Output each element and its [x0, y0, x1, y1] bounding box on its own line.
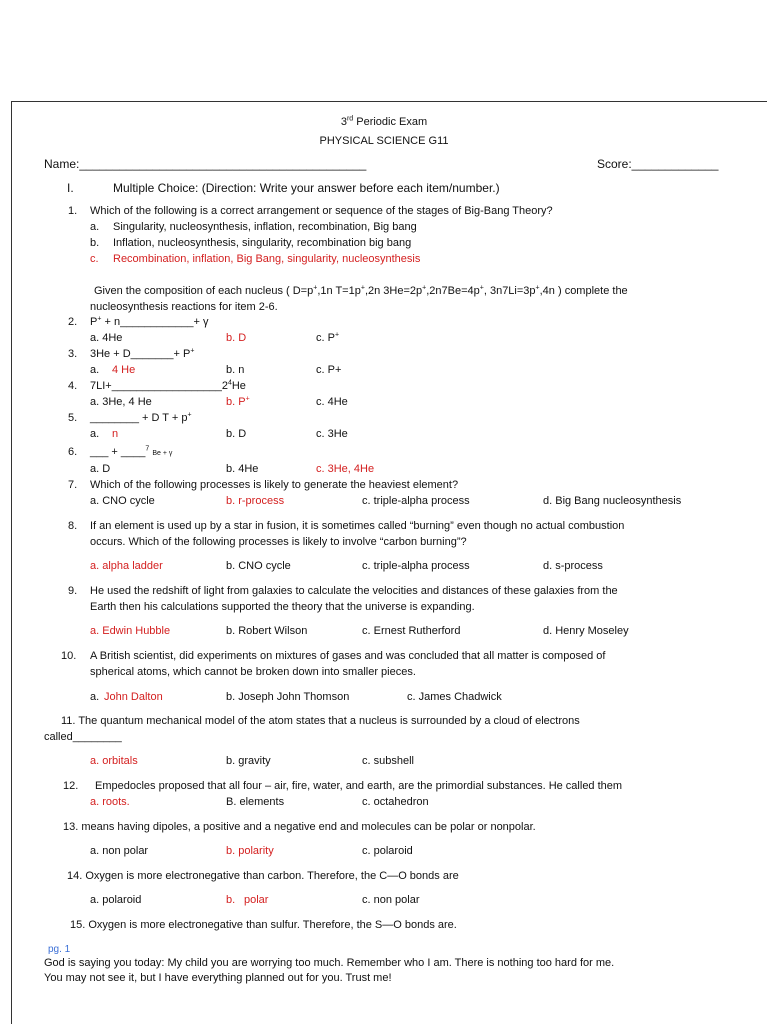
q10-line-1: A British scientist, did experiments on mixtures of gases and was concluded that all matter is composed of	[90, 650, 606, 662]
name-field[interactable]: Name:___________________________________________	[44, 157, 367, 171]
section-heading: Multiple Choice: (Direction: Write your answer before each item/number.)	[113, 181, 500, 195]
score-field[interactable]: Score:_____________	[597, 157, 719, 171]
q7-option-c: c. triple-alpha process	[362, 495, 470, 507]
footer-line-1: God is saying you today: My child you are worrying too much. Remember who I am. There is nothing too hard for me.	[44, 957, 615, 969]
q3-number: 3.	[68, 348, 78, 360]
q14-option-b: polar	[244, 894, 269, 906]
q12-number: 12.	[63, 780, 79, 792]
q3-option-a-letter: a.	[90, 364, 100, 376]
q11-line-1: 11. The quantum mechanical model of the atom states that a nucleus is surrounded by a cloud of electrons	[61, 715, 580, 727]
q8-line-2: occurs. Which of the following processes is likely to involve “carbon burning”?	[90, 536, 467, 548]
q14-option-a: a. polaroid	[90, 894, 142, 906]
q1-option-c: Recombination, inflation, Big Bang, singularity, nucleosynthesis	[113, 253, 421, 265]
q4-option-a: a. 3He, 4 He	[90, 396, 152, 408]
exam-title: 3rd Periodic Exam	[340, 115, 428, 128]
q11-option-a: a. orbitals	[90, 755, 138, 767]
q2-number: 2.	[68, 316, 78, 328]
q12-option-a: a. roots.	[90, 796, 130, 808]
q5-option-a-letter: a.	[90, 428, 100, 440]
q8-option-b: b. CNO cycle	[226, 560, 291, 572]
q5-number: 5.	[68, 412, 78, 424]
q8-line-1: If an element is used up by a star in fusion, it is sometimes called “burning” even though no actual combustion	[90, 520, 625, 532]
q6-number: 6.	[68, 446, 78, 458]
q6-option-c: c. 3He, 4He	[316, 463, 375, 475]
q10-number: 10.	[61, 650, 77, 662]
q12-text: Empedocles proposed that all four – air, fire, water, and earth, are the primordial substances. He called them	[95, 780, 623, 792]
q7-number: 7.	[68, 479, 78, 491]
q9-line-1: He used the redshift of light from galaxies to calculate the velocities and distances of these galaxies from the	[90, 585, 618, 597]
q7-option-b: b. r-process	[226, 495, 285, 507]
q7-option-a: a. CNO cycle	[90, 495, 155, 507]
intro-line-2: nucleosynthesis reactions for item 2-6.	[90, 301, 278, 313]
q3-text: 3He + D_______+ P+	[90, 347, 195, 360]
q5-option-b: b. D	[226, 428, 247, 440]
q10-option-c: c. James Chadwick	[407, 691, 502, 703]
q4-option-c: c. 4He	[316, 396, 348, 408]
q10-option-a-letter: a.	[90, 691, 100, 703]
q7-text: Which of the following processes is likely to generate the heaviest element?	[90, 479, 459, 491]
q3-option-c: c. P+	[316, 364, 342, 376]
q9-option-c: c. Ernest Rutherford	[362, 625, 461, 637]
q10-option-a: John Dalton	[104, 691, 163, 703]
q11-line-2: called________	[44, 731, 122, 743]
q13-option-b: b. polarity	[226, 845, 274, 857]
q1-option-a-letter: a.	[90, 221, 100, 233]
q3-option-a: 4 He	[112, 364, 136, 376]
q1-option-b-letter: b.	[90, 237, 100, 249]
q5-option-a: n	[112, 428, 119, 440]
intro-line-1: Given the composition of each nucleus ( D=p+,1n T=1p+,2n 3He=2p+,2n7Be=4p+, 3n7Li=3p+,4n ) complete the	[94, 284, 628, 297]
q1-number: 1.	[68, 205, 78, 217]
exam-subtitle: PHYSICAL SCIENCE G11	[319, 135, 449, 147]
q9-option-d: d. Henry Moseley	[543, 625, 629, 637]
q6-option-a: a. D	[90, 463, 111, 475]
q9-option-b: b. Robert Wilson	[226, 625, 308, 637]
q8-number: 8.	[68, 520, 78, 532]
footer-line-2: You may not see it, but I have everything planned out for you. Trust me!	[44, 972, 392, 984]
q11-option-b: b. gravity	[226, 755, 271, 767]
q15-text: 15. Oxygen is more electronegative than sulfur. Therefore, the S—O bonds are.	[70, 919, 457, 931]
q5-text: ________ + D T + p+	[90, 411, 192, 424]
q4-number: 4.	[68, 380, 78, 392]
q9-line-2: Earth then his calculations supported the theory that the universe is expanding.	[90, 601, 475, 613]
q1-text: Which of the following is a correct arrangement or sequence of the stages of Big-Bang Theory?	[90, 205, 553, 217]
q14-option-c: c. non polar	[362, 894, 420, 906]
q12-option-c: c. octahedron	[362, 796, 429, 808]
q10-line-2: spherical atoms, which cannot be broken down into smaller pieces.	[90, 666, 416, 678]
q14-text: 14. Oxygen is more electronegative than carbon. Therefore, the C—O bonds are	[67, 870, 459, 882]
q2-option-a: a. 4He	[90, 332, 123, 344]
q2-text: P+ + n____________+ γ	[90, 315, 209, 328]
q8-option-c: c. triple-alpha process	[362, 560, 470, 572]
q2-option-c: c. P+	[316, 331, 340, 344]
q13-text: 13. means having dipoles, a positive and a negative end and molecules can be polar or nonpolar.	[63, 821, 536, 833]
q12-option-b: B. elements	[226, 796, 285, 808]
q6-text: ___ + ____$^7$ Be + γ	[90, 445, 173, 458]
q3-option-b: b. n	[226, 364, 245, 376]
q9-number: 9.	[68, 585, 78, 597]
q8-option-a: a. alpha ladder	[90, 560, 163, 572]
q6-option-b: b. 4He	[226, 463, 259, 475]
q4-text: $7LI+\_\_\_\_\_\_\_\_\_\_\_\_\_\_\_\_\_\_2^4He$	[90, 379, 246, 392]
page-number: pg. 1	[48, 944, 71, 955]
q14-option-b-letter: b.	[226, 894, 236, 906]
q4-option-b: b. P+	[226, 395, 250, 408]
q5-option-c: c. 3He	[316, 428, 348, 440]
section-numeral: I.	[67, 181, 74, 195]
q1-option-a: Singularity, nucleosynthesis, inflation, recombination, Big bang	[113, 221, 417, 233]
q9-option-a: a. Edwin Hubble	[90, 625, 171, 637]
q10-option-b: b. Joseph John Thomson	[226, 691, 350, 703]
q13-option-c: c. polaroid	[362, 845, 413, 857]
q1-option-b: Inflation, nucleosynthesis, singularity, recombination big bang	[113, 237, 412, 249]
q13-option-a: a. non polar	[90, 845, 149, 857]
q11-option-c: c. subshell	[362, 755, 414, 767]
q7-option-d: d. Big Bang nucleosynthesis	[543, 495, 682, 507]
q8-option-d: d. s-process	[543, 560, 603, 572]
q1-option-c-letter: c.	[90, 253, 99, 265]
q2-option-b: b. D	[226, 332, 247, 344]
